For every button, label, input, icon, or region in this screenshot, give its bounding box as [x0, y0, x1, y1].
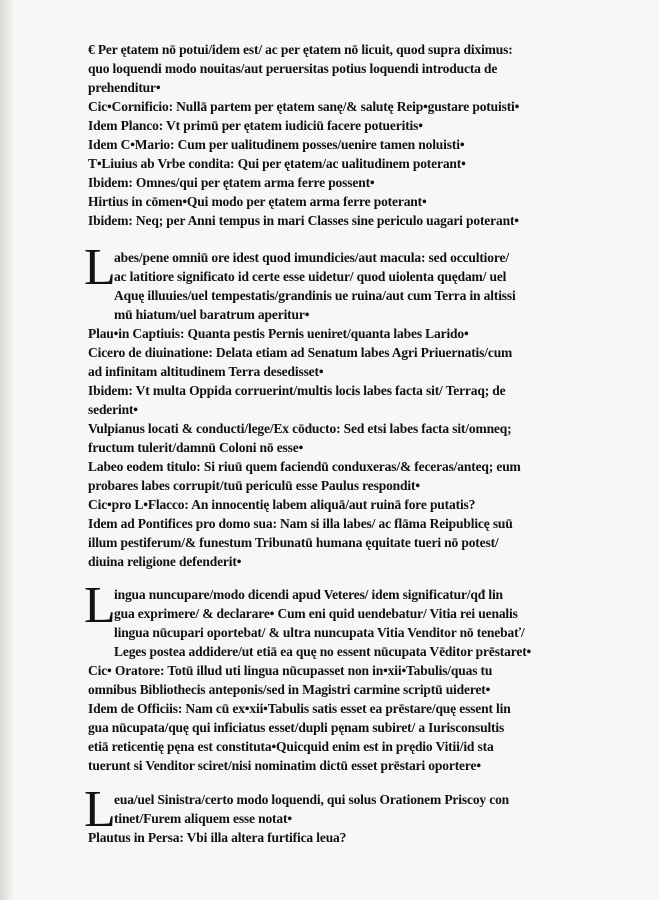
text-line: quo loquendi modo nouitas/aut peruersitas potius loquendi introducta de [88, 61, 498, 76]
text-line: tuerunt si Venditor sciret/nisi nominatim dictū esset prēstari oportere• [88, 758, 481, 773]
text-line: gua nūcupata/quę qui inficiatus esset/dupli pęnam subiret/ a Iurisconsultis [88, 720, 505, 735]
text-line: diuina religione defenderit• [88, 554, 242, 569]
text-line: abes/pene omniū ore idest quod imundicies/aut macula: sed occultiore/ [114, 250, 509, 265]
text-line: ad infinitam altitudinem Terra desedisset• [88, 364, 324, 379]
text-line: lingua nūcupari oportebat/ & ultra nuncupata Vitia Venditor nō tenebať/ [114, 625, 525, 640]
text-line: gua exprimere/ & declarare• Cum eni quid uendebatur/ Vitia rei uenalis [114, 606, 518, 621]
text-line: Cicero de diuinatione: Delata etiam ad Senatum labes Agri Priuernatis/cum [88, 345, 513, 360]
text-line: € Per ętatem nō potui/idem est/ ac per ętatem nō licuit, quod supra diximus: [88, 42, 513, 57]
text-line: Ibidem: Omnes/qui per ętatem arma ferre possent• [88, 175, 375, 190]
text-line: Plau•in Captiuis: Quanta pestis Pernis ueniret/quanta labes Larido• [88, 326, 469, 341]
page-edge-shadow [0, 0, 14, 900]
text-line: mū hiatum/uel baratrum aperitur• [114, 307, 310, 322]
text-line: Leges postea addidere/ut etiā ea quę no essent nūcupata Vēditor prēstaret• [114, 644, 532, 659]
text-line: sederint• [88, 402, 138, 417]
text-line: prehenditur• [88, 80, 161, 95]
text-line: Idem de Officiis: Nam cū ex•xii•Tabulis satis esset ea prēstare/quę essent lin [88, 701, 511, 716]
text-line: Cic•pro L•Flacco: An innocentię labem aliquā/aut ruinā fore putatis? [88, 497, 476, 512]
text-line: eua/uel Sinistra/certo modo loquendi, qui solus Orationem Priscoy con [114, 792, 510, 807]
text-line: T•Liuius ab Vrbe condita: Qui per ętatem/ac ualitudinem poterant• [88, 156, 466, 171]
text-line: Ibidem: Vt multa Oppida corruerint/multis locis labes facta sit/ Terraq; de [88, 383, 506, 398]
text-line: Cic•Cornificio: Nullā partem per ętatem sanę/& salutę Reip•gustare potuisti• [88, 99, 520, 114]
text-line: Ibidem: Neq; per Anni tempus in mari Classes sine periculo uagari poterant• [88, 213, 519, 228]
text-line: ingua nuncupare/modo dicendi apud Veteres/ idem significatur/qđ lin [114, 587, 503, 602]
text-line: Plautus in Persa: Vbi illa altera furtifica leua? [88, 830, 347, 845]
text-line: ac latitiore significato id certe esse uidetur/ quod uiolenta quędam/ uel [114, 269, 507, 284]
text-line: Idem C•Mario: Cum per ualitudinem posses/uenire tamen noluisti• [88, 137, 465, 152]
text-line: probares labes corrupit/tuū periculū esse Paulus respondit• [88, 478, 420, 493]
text-line: Vulpianus locati & conducti/lege/Ex cōducto: Sed etsi labes facta sit/omneq; [88, 421, 512, 436]
text-line: illum pestiferum/& funestum Tribunatū humana ęquitate tueri nō potest/ [88, 535, 499, 550]
drop-cap-initial: L [84, 577, 116, 634]
text-line: tinet/Furem aliquem esse notat• [114, 811, 292, 826]
text-line: etiā reticentię pęna est constituta•Quicquid enim est in prędio Vitii/id sta [88, 739, 494, 754]
text-line: Idem Planco: Vt primū per ętatem iudiciū facere potueritis• [88, 118, 423, 133]
drop-cap-initial: L [84, 781, 116, 838]
text-line: Idem ad Pontifices pro domo sua: Nam si illa labes/ ac flāma Reipublicę suū [88, 516, 513, 531]
text-line: Labeo eodem titulo: Si riuū quem faciendū conduxeras/& feceras/anteq; eum [88, 459, 521, 474]
text-line: Cic• Oratore: Totū illud uti lingua nūcupasset non in•xii•Tabulis/quas tu [88, 663, 493, 678]
drop-cap-initial: L [84, 239, 116, 296]
text-line: fructum tulerit/damnū Coloni nō esse• [88, 440, 304, 455]
text-line: Hirtius in cōmen•Qui modo per ętatem arma ferre poterant• [88, 194, 427, 209]
text-line: Aquę illuuies/uel tempestatis/grandinis ue ruina/aut cum Terra in altissi [114, 288, 516, 303]
text-line: omnibus Bibliothecis anteponis/sed in Magistri carmine scriptū uideret• [88, 682, 491, 697]
